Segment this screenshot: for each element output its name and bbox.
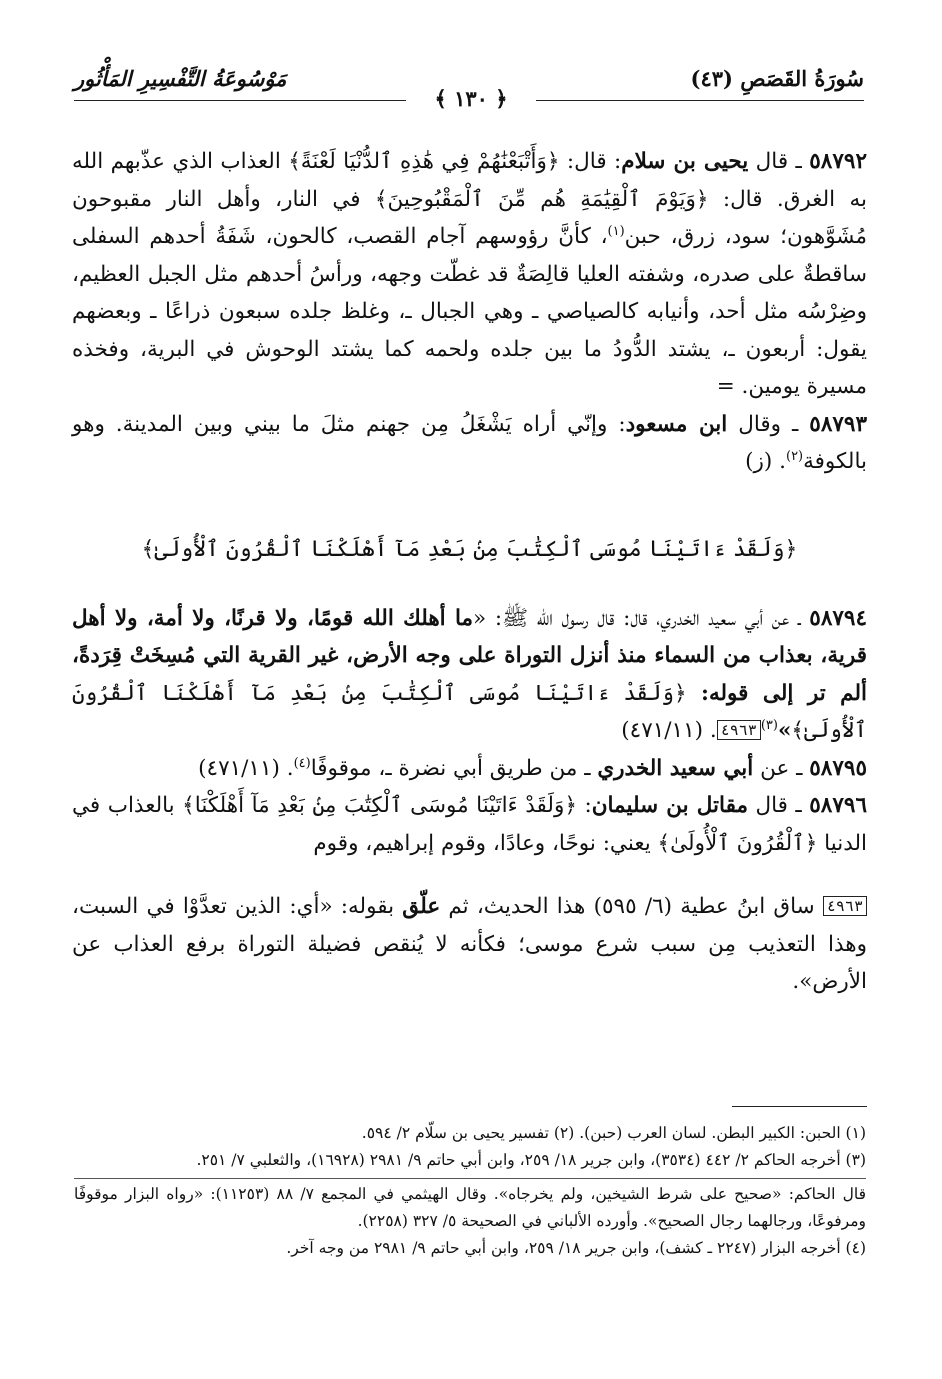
footnote-ref[interactable]: (١) bbox=[607, 223, 625, 239]
footnote-4: (٤) أخرجه البزار (٢٢٤٧ ـ كشف)، وابن جرير ١٨/ ٢٥٩، وابن أبي حاتم ٩/ ٢٩٨١ من وجه آخر. bbox=[286, 1239, 866, 1257]
editor-note: ٤٩٦٣ ساق ابنُ عطية (٦/ ٥٩٥) هذا الحديث، ثم علّق بقوله: «أي: الذين تعدَّوْا في السبت، وهذا التعذيب مِن سبب شرع موسى؛ فكأنه لا يُنقص فضيلة التوراة برفع العذاب عن الأرض». bbox=[72, 894, 867, 994]
hadith-text: ما أهلك الله قومًا، ولا قرنًا، ولا أمة، ولا أهل قرية، بعذاب من السماء منذ أنزل التوراة على وجه الأرض، غير القرية التي مُسِخَتْ قِرَدةً، ألم تر إلى قوله: bbox=[72, 605, 867, 706]
verse-heading: ﴿وَلَقَدْ ءَاتَيْنَا مُوسَى ٱلْكِتَٰبَ مِنۢ بَعْدِ مَآ أَهْلَكْنَا ٱلْقُرُونَ ٱلْأُولَىٰ﴾ bbox=[141, 536, 798, 562]
note-ref-box[interactable]: ٤٩٦٣ bbox=[717, 720, 761, 740]
note-number-box: ٤٩٦٣ bbox=[823, 896, 867, 916]
narrator-name: مقاتل بن سليمان bbox=[591, 793, 748, 818]
entry-number: ٥٨٧٩٥ bbox=[809, 755, 867, 781]
footnote-ref[interactable]: (٣) bbox=[760, 717, 778, 733]
entry-58795: ٥٨٧٩٥ ـ عن أبي سعيد الخدري ـ من طريق أبي نضرة ـ، موقوفًا$^{(٤)}$. (٤٧١/١١) bbox=[198, 755, 867, 781]
footnote-3-comment: قال الحاكم: «صحيح على شرط الشيخين، ولم يخرجاه». وقال الهيثمي في المجمع ٧/ ٨٨ (١١٢٥٣): «رواه البزار موقوفًا ومرفوعًا، ورجالهما رجال الصحيح». وأورده الألباني في الصحيحة ٥/ ٣٢٧ (٢٢٥٨). bbox=[74, 1185, 866, 1230]
footnote-separator bbox=[74, 1178, 866, 1179]
entry-number: ٥٨٧٩٦ bbox=[809, 793, 867, 818]
footnote-ref[interactable]: (٤) bbox=[293, 755, 311, 771]
entry-number: ٥٨٧٩٣ bbox=[809, 411, 868, 437]
footnote-3: (٣) أخرجه الحاكم ٢/ ٤٤٢ (٣٥٣٤)، وابن جرير ١٨/ ٢٥٩، وابن أبي حاتم ٩/ ٢٩٨١ (١٦٩٢٨)، والثعلبي ٧/ ٢٥١. bbox=[196, 1151, 866, 1169]
book-title: مَوْسُوعَةُ التَّفْسِيرِ المَأْثُور bbox=[74, 66, 287, 91]
footnote-ref[interactable]: (٢) bbox=[785, 448, 804, 464]
footnotes bbox=[74, 1120, 866, 1262]
main-text bbox=[72, 143, 867, 1001]
entry-number: ٥٨٧٩٤ bbox=[809, 605, 868, 631]
entry-58792: ٥٨٧٩٢ ـ قال يحيى بن سلام: قال: ﴿وَأَتْبَعْنَٰهُمْ فِي هَٰذِهِ ٱلدُّنْيَا لَعْنَةً﴾ العذاب الذي عذّبهم الله به الغرق. قال: ﴿وَيَوْمَ ٱلْقِيَٰمَةِ هُم مِّنَ ٱلْمَقْبُوحِينَ﴾ في النار، وأهل النار مقبوحون مُشَوَّهون؛ سود، زرق، حبن$^{(١)}$، كأنَّ رؤوسهم آجام القصب، كالحون، شَفَةُ أحدهم السفلى ساقطةٌ على صدره، وشفته العليا قالِصَةٌ قد غطّت وجهه، ورأسُ أحدهم مثل الجبل العظيم، وضِرْسُه مثل أحد، وأنيابه كالصياصي ـ وهي الجبال ـ، وغلظ جلده سبعون ذراعًا ـ وبعضهم يقول: أربعون ـ، يشتد الدُّودُ ما بين جلده ولحمه كما يشتد الوحوش في البرية، وفخذه مسيرة يومين. = bbox=[72, 149, 868, 399]
narrator-name: ابن مسعود bbox=[625, 411, 728, 437]
footnote-1-2: (١) الحبن: الكبير البطن. لسان العرب (حبن). (٢) تفسير يحيى بن سلّام ٢/ ٥٩٤. bbox=[361, 1124, 866, 1142]
page-number: ﴿ ١٣٠ ﴾ bbox=[406, 86, 536, 111]
quoted-verse: ﴿وَلَقَدْ ءَاتَيْنَا مُوسَى ٱلْكِتَٰبَ مِنۢ بَعْدِ مَآ أَهْلَكْنَا ٱلْقُرُونَ ٱلْأُولَىٰ﴾ bbox=[72, 680, 867, 743]
entry-58793: ٥٨٧٩٣ ـ وقال ابن مسعود: وإنّي أراه يَشْغَلُ مِن جهنم مثلَ ما بيني وبين المدينة. وهو بالكوفة$^{(٢)}$. (ز) bbox=[72, 411, 868, 474]
entry-58794: ٥٨٧٩٤ ـ عن أبي سعيد الخدري، قال: قال رسول الله ﷺ: «ما أهلك الله قومًا، ولا قرنًا، ولا أمة، ولا أهل قرية، بعذاب من السماء منذ أنزل التوراة على وجه الأرض، غير القرية التي مُسِخَتْ قِرَدةً، ألم تر إلى قوله: ﴿وَلَقَدْ ءَاتَيْنَا مُوسَى ٱلْكِتَٰبَ مِنۢ بَعْدِ مَآ أَهْلَكْنَا ٱلْقُرُونَ ٱلْأُولَىٰ﴾»$^{(٣)}$٤٩٦٣. (٤٧١/١١) bbox=[72, 605, 868, 743]
volume-ref: . (٤٧١/١١) bbox=[198, 755, 294, 781]
entry-58796: ٥٨٧٩٦ ـ قال مقاتل بن سليمان: ﴿وَلَقَدْ ءَاتَيْنَا مُوسَى ٱلْكِتَٰبَ مِنۢ بَعْدِ مَآ أَهْلَكْنَا﴾ بالعذاب في الدنيا ﴿ٱلْقُرُونَ ٱلْأُولَىٰ﴾ يعني: نوحًا، وعادًا، وقوم إبراهيم، وقوم bbox=[72, 793, 867, 856]
entry-number: ٥٨٧٩٢ bbox=[809, 149, 867, 174]
footnote-rule bbox=[732, 1106, 867, 1107]
narrator-name: يحيى بن سلام bbox=[621, 149, 749, 174]
narrator-name: أبي سعيد الخدري bbox=[597, 755, 754, 781]
surah-title: سُورَةُ القَصَصِ (٤٣) bbox=[690, 66, 864, 91]
volume-ref: . (٤٧١/١١) bbox=[621, 718, 717, 743]
